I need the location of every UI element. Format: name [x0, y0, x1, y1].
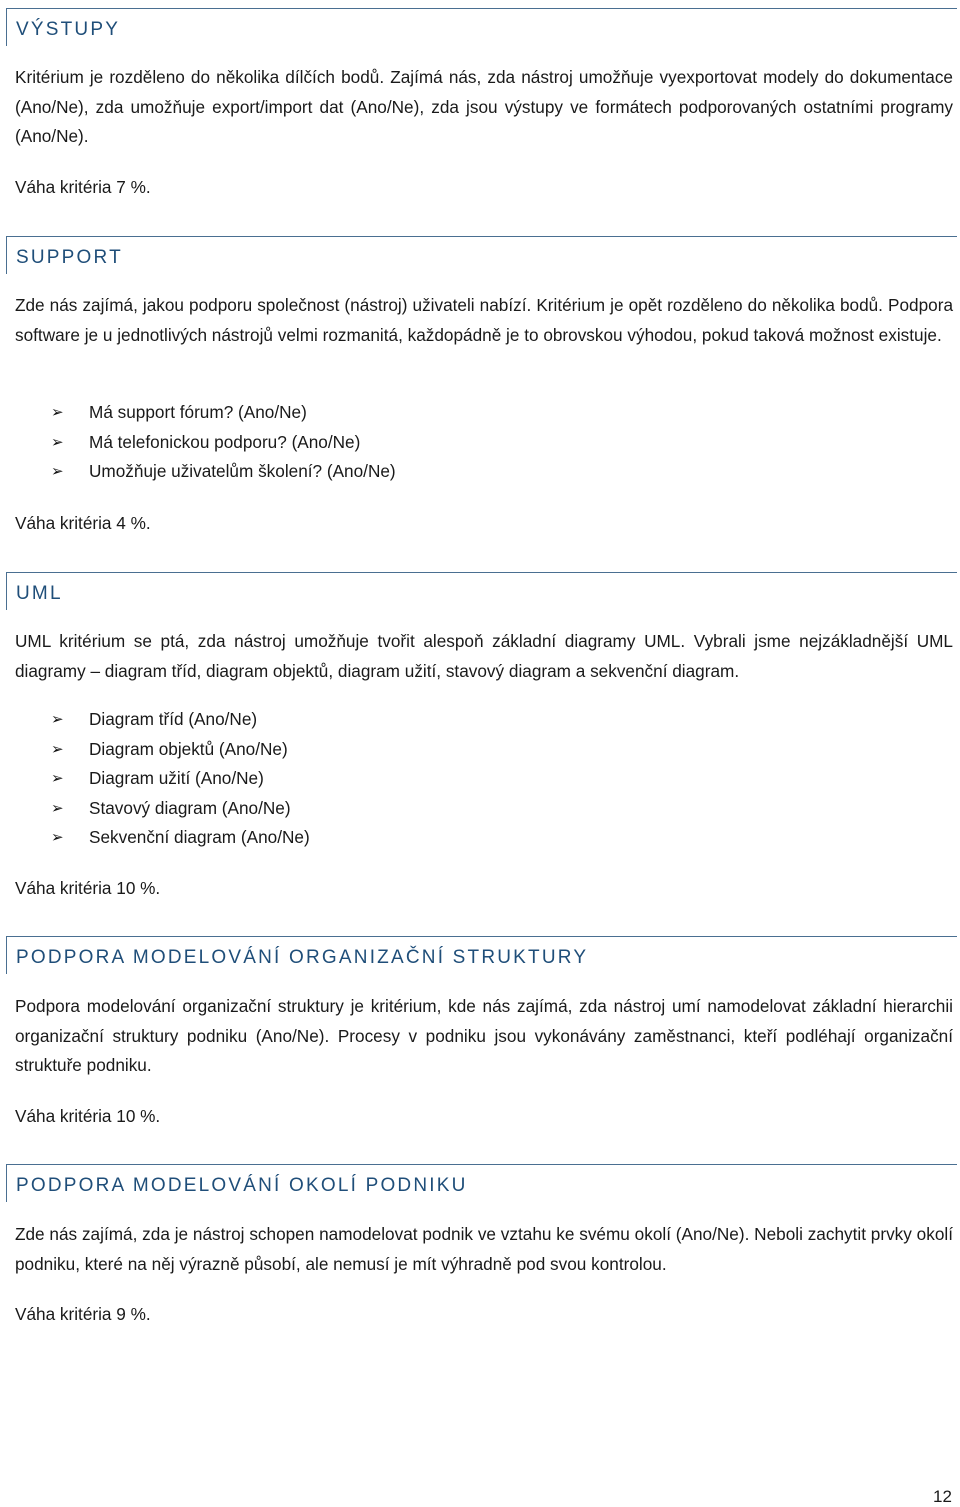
arrow-bullet-icon: ➢ — [51, 770, 64, 787]
section-heading-vystupy: VÝSTUPY — [6, 8, 957, 46]
arrow-bullet-icon: ➢ — [51, 711, 64, 728]
section-heading-support: SUPPORT — [6, 236, 957, 274]
section-paragraph-vystupy: Kritérium je rozděleno do několika dílčích bodů. Zajímá nás, zda nástroj umožňuje vyexportovat modely do dokumentace (Ano/Ne), zda umožňuje export/import dat (Ano/Ne), zda jsou výstupy ve formátech podporovaných ostatními programy (Ano/Ne). — [15, 67, 953, 146]
arrow-bullet-icon: ➢ — [51, 829, 64, 846]
arrow-bullet-icon: ➢ — [51, 433, 64, 451]
arrow-bullet-icon: ➢ — [51, 799, 64, 817]
arrow-bullet-icon: ➢ — [51, 463, 64, 480]
arrow-bullet-icon: ➢ — [51, 740, 64, 758]
section-weight-vystupy: Váha kritéria 7 %. — [15, 177, 151, 197]
arrow-bullet-icon: ➢ — [51, 404, 64, 421]
document-page: VÝSTUPY Kritérium je rozděleno do několika dílčích bodů. Zajímá nás, zda nástroj umožňuje vyexportovat modely do dokumentace (Ano/Ne), zda umožňuje export/import dat (Ano/Ne), zda jsou výstupy ve formátech podporovaných ostatními programy (Ano/Ne). Váha kritéria 7 %. SUPPORT Zde nás zajímá, jakou podporu společnost (nástroj) uživateli nabízí. Kritérium je opět rozděleno do několika bodů. Podpora software je u jednotlivých nástrojů velmi rozmanitá, každopádně je to obrovskou výhodou, pokud taková možnost existuje. ➢ Má support fórum? (Ano/Ne) ➢ Má telefonickou podporu? (Ano/Ne) ➢ Umožňuje uživatelům školení? (Ano/Ne) Váha kritéria 4 %. UML UML kritérium se ptá, zda nástroj umožňuje tvořit alespoň základní diagramy UML. Vybrali jsme nejzákladnější UML diagramy – diagram tříd, diagram objektů, diagram užití, stavový diagram a sekvenční diagram. ➢ Diagram tříd (Ano/Ne) ➢ Diagram objektů (Ano/Ne) ➢ Diagram užití (Ano/Ne) ➢ Stavový diagram (Ano/Ne) ➢ Sekvenční diagram (Ano/Ne) Váha kritéria 10 %. PODPORA MODELOVÁNÍ ORGANIZAČNÍ STRUKTURY Podpora modelování organizační struktury je kritérium, kde nás zajímá, zda nástroj umí namodelovat základní hierarchii organizační struktury podniku (Ano/Ne). Procesy v podniku jsou vykonávány zaměstnanci, kteří podléhají organizační struktuře podniku. Váha kritéria 10 %. PODPORA MODELOVÁNÍ OKOLÍ PODNIKU Zde nás zajímá, zda je nástroj schopen namodelovat podnik ve vztahu ke svému okolí (Ano/Ne). Neboli zachytit prvky okolí podniku, které na něj výrazně působí, ale nemusí je mít výhradně pod svou kontrolou. Váha kritéria 9 %. 12 — [0, 0, 960, 1507]
section-paragraph-environment: Zde nás zajímá, zda je nástroj schopen namodelovat podnik ve vztahu ke svému okolí (Ano/Ne). Neboli zachytit prvky okolí podniku, které na něj výrazně působí, ale nemusí je mít výhradně pod svou kontrolou. — [15, 1224, 953, 1274]
section-weight-uml: Váha kritéria 10 %. — [15, 878, 161, 898]
section-heading-org-structure: PODPORA MODELOVÁNÍ ORGANIZAČNÍ STRUKTURY — [6, 936, 957, 974]
section-weight-support: Váha kritéria 4 %. — [15, 513, 151, 533]
section-heading-environment: PODPORA MODELOVÁNÍ OKOLÍ PODNIKU — [6, 1164, 957, 1202]
section-heading-uml: UML — [6, 572, 957, 610]
section-weight-environment: Váha kritéria 9 %. — [15, 1304, 151, 1324]
section-paragraph-uml: UML kritérium se ptá, zda nástroj umožňuje tvořit alespoň základní diagramy UML. Vybrali jsme nejzákladnější UML diagramy – diagram tříd, diagram objektů, diagram užití, stavový diagram a sekvenční diagram. — [15, 631, 953, 681]
section-paragraph-support: Zde nás zajímá, jakou podporu společnost (nástroj) uživateli nabízí. Kritérium je opět rozděleno do několika bodů. Podpora software je u jednotlivých nástrojů velmi rozmanitá, každopádně je to obrovskou výhodou, pokud taková možnost existuje. — [15, 295, 953, 345]
section-weight-org-structure: Váha kritéria 10 %. — [15, 1106, 161, 1126]
section-paragraph-org-structure: Podpora modelování organizační struktury je kritérium, kde nás zajímá, zda nástroj umí namodelovat základní hierarchii organizační struktury podniku (Ano/Ne). Procesy v podniku jsou vykonávány zaměstnanci, kteří podléhají organizační struktuře podniku. — [15, 996, 953, 1075]
page-number: 12 — [933, 1487, 952, 1506]
